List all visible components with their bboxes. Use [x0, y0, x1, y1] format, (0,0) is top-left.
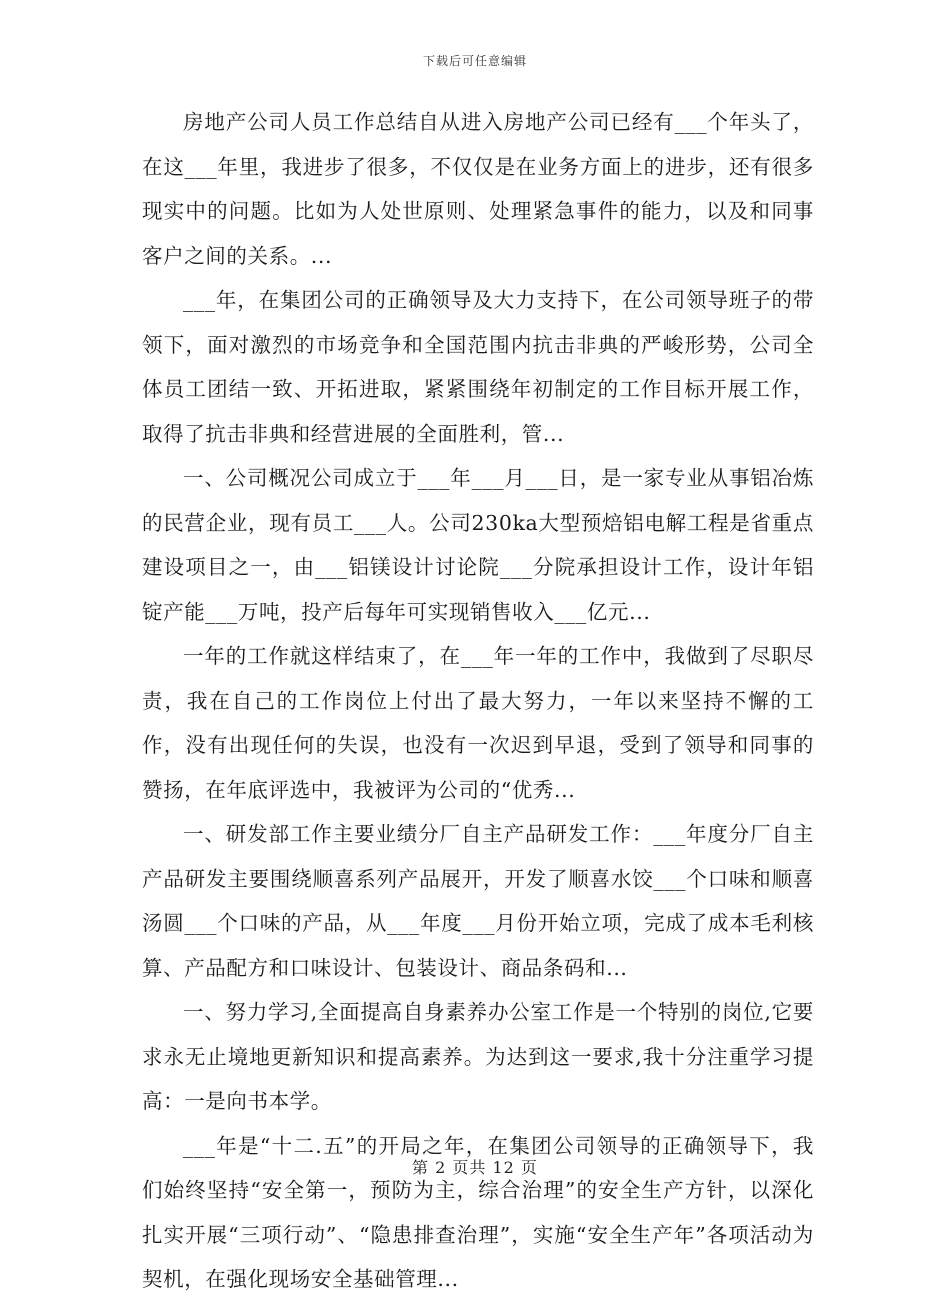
paragraph-3: 一、公司概况公司成立于___年___月___日，是一家专业从事铝冶炼的民营企业，现有员工___人。公司230ka大型预焙铝电解工程是省重点建设项目之一，由___铝镁设计讨论院___分院承担设计工作，设计年铝锭产能___万吨，投产后每年可实现销售收入___亿元... [142, 466, 814, 624]
paragraph-1: 房地产公司人员工作总结自从进入房地产公司已经有___个年头了，在这___年里，我进步了很多，不仅仅是在业务方面上的进步，还有很多现实中的问题。比如为人处世原则、处理紧急事件的能力，以及和同事客户之间的关系。... [142, 110, 814, 268]
paragraph-5: 一、研发部工作主要业绩分厂自主产品研发工作：___年度分厂自主产品研发主要围绕顺喜系列产品展开，开发了顺喜水饺___个口味和顺喜汤圆___个口味的产品，从___年度___月份开始立项，完成了成本毛利核算、产品配方和口味设计、包装设计、商品条码和... [142, 822, 814, 980]
page-header: 下载后可任意编辑 [422, 54, 527, 68]
document-body [142, 100, 814, 1302]
paragraph-4: 一年的工作就这样结束了，在___年一年的工作中，我做到了尽职尽责，我在自己的工作岗位上付出了最大努力，一年以来坚持不懈的工作，没有出现任何的失误，也没有一次迟到早退，受到了领导和同事的赞扬，在年底评选中，我被评为公司的“优秀... [142, 644, 814, 802]
paragraph-6: 一、努力学习,全面提高自身素养办公室工作是一个特别的岗位,它要求永无止境地更新知识和提高素养。为达到这一要求,我十分注重学习提高：一是向书本学。 [142, 1000, 814, 1113]
paragraph-2: ___年，在集团公司的正确领导及大力支持下，在公司领导班子的带领下，面对激烈的市场竞争和全国范围内抗击非典的严峻形势，公司全体员工团结一致、开拓进取，紧紧围绕年初制定的工作目标开展工作，取得了抗击非典和经营进展的全面胜利，管... [142, 288, 814, 446]
paragraph-7: ___年是“十二.五”的开局之年，在集团公司领导的正确领导下，我们始终坚持“安全第一，预防为主，综合治理”的安全生产方针，以深化扎实开展“三项行动”、“隐患排查治理”，实施“安全生产年”各项活动为契机，在强化现场安全基础管理... [142, 1133, 814, 1291]
page-footer: 第 2 页共 12 页 [412, 1158, 538, 1177]
